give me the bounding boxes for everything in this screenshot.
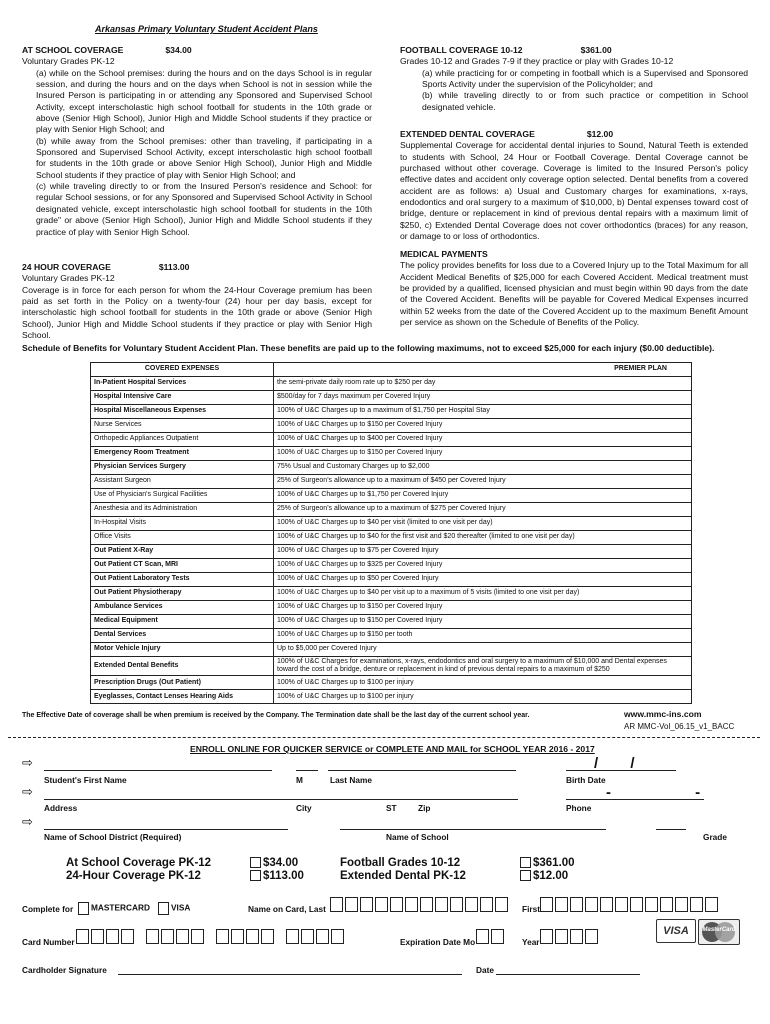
premier-plan-cell: 100% of U&C Charges up to $75 per Covered Injury [274, 545, 692, 559]
char-box[interactable] [345, 897, 358, 912]
phone-label: Phone [566, 803, 592, 813]
at-school-section [22, 45, 372, 238]
premier-plan-cell: 25% of Surgeon's allowance up to a maximum of $450 per Covered Injury [274, 475, 692, 489]
arrow-icon: ⇨ [22, 814, 33, 829]
24hour-checkbox[interactable]: $113.00 [250, 870, 304, 883]
char-box[interactable] [146, 929, 159, 944]
dental-section [400, 129, 748, 242]
card-number-boxes[interactable] [76, 929, 346, 944]
premier-plan-cell: 100% of U&C Charges up to $40 per visit (limited to one visit per day) [274, 517, 692, 531]
option-labels-left [66, 857, 211, 882]
table-row [91, 391, 692, 405]
covered-expense-cell: Office Visits [91, 531, 274, 545]
table-row [91, 531, 692, 545]
cut-line [8, 737, 760, 738]
char-box[interactable] [331, 929, 344, 944]
hour24-price: $113.00 [158, 262, 190, 272]
first-name-field[interactable] [44, 770, 272, 771]
char-box[interactable] [91, 929, 104, 944]
covered-expense-cell: Use of Physician's Surgical Facilities [91, 489, 274, 503]
char-box[interactable] [555, 897, 568, 912]
hour24-heading: 24 HOUR COVERAGE [22, 262, 111, 272]
char-box[interactable] [465, 897, 478, 912]
char-box[interactable] [316, 929, 329, 944]
table-row [91, 657, 692, 676]
char-box[interactable] [390, 897, 403, 912]
table-row [91, 377, 692, 391]
premier-plan-cell: 100% of U&C Charges for examinations, x-rays, endodontics and oral surgery to a maximum of $10,000 and Dental expenses toward the cost of a bridge, denture or replacement in kind of previous dental repairs to a maximum of $250 [274, 657, 692, 676]
table-row [91, 545, 692, 559]
grade-label: Grade [703, 832, 727, 842]
char-box[interactable] [675, 897, 688, 912]
char-box[interactable] [330, 897, 343, 912]
char-box[interactable] [420, 897, 433, 912]
table-row [91, 559, 692, 573]
football-b: (b) while traveling directly to or from such practice or competition in School designated vehicle. [422, 90, 748, 112]
premier-plan-cell: 100% of U&C Charges up to $400 per Covered Injury [274, 433, 692, 447]
covered-expense-cell: In-Hospital Visits [91, 517, 274, 531]
at-school-heading: AT SCHOOL COVERAGE [22, 45, 124, 55]
grade-field[interactable] [656, 829, 686, 830]
char-box[interactable] [660, 897, 673, 912]
year-label: Year [522, 937, 540, 947]
state-label: ST [386, 803, 397, 813]
premier-plan-cell: 100% of U&C Charges up to $50 per Covered Injury [274, 573, 692, 587]
char-box[interactable] [121, 929, 134, 944]
covered-expense-cell: Physician Services Surgery [91, 461, 274, 475]
last-name-boxes[interactable] [330, 897, 510, 912]
zip-label: Zip [418, 803, 431, 813]
premier-plan-cell: 100% of U&C Charges up to $150 per Covered Injury [274, 419, 692, 433]
char-box[interactable] [286, 929, 299, 944]
at-school-checkbox[interactable]: $34.00 [250, 857, 304, 870]
middle-label: M [296, 775, 303, 785]
covered-expense-cell: Prescription Drugs (Out Patient) [91, 676, 274, 690]
premier-plan-cell: 100% of U&C Charges up to $325 per Covered Injury [274, 559, 692, 573]
last-name-field[interactable] [328, 770, 516, 771]
visa-option[interactable]: VISA [158, 902, 190, 915]
covered-expense-cell: Motor Vehicle Injury [91, 643, 274, 657]
col-premier-plan: PREMIER PLAN [274, 363, 692, 377]
premier-plan-cell: 100% of U&C Charges up to $100 per injury [274, 690, 692, 704]
football-section [400, 45, 748, 113]
table-row [91, 587, 692, 601]
signature-label: Cardholder Signature [22, 965, 107, 975]
school-field[interactable] [340, 829, 606, 830]
dental-heading: EXTENDED DENTAL COVERAGE [400, 129, 535, 139]
char-box[interactable] [705, 897, 718, 912]
char-box[interactable] [161, 929, 174, 944]
at-school-b: (b) while away from the School premises: other than traveling, if participating in a Sponsored and Supervised School Activity, except interscholastic high school football for students in the 10th grade or above Senior High School), Junior High and Middle School students if they practice of play with Senior High School; and [36, 135, 372, 180]
at-school-grades: Voluntary Grades PK-12 [22, 56, 115, 67]
mastercard-logo: MasterCard [698, 919, 740, 945]
arrow-icon: ⇨ [22, 784, 33, 799]
covered-expense-cell: In-Patient Hospital Services [91, 377, 274, 391]
card-number-label: Card Number [22, 937, 75, 947]
table-row [91, 433, 692, 447]
covered-expense-cell: Hospital Miscellaneous Expenses [91, 405, 274, 419]
premier-plan-cell: 75% Usual and Customary Charges up to $2,000 [274, 461, 692, 475]
at-school-a: (a) while on the School premises: during the hours and on the days School is in regular session, and during the hours and on the days when School is not in session while the Insured Person is participating in or attending any Sponsored and Supervised School Activity, except interscholastic high school football for students in the 10th grade or above (Senior High School), Junior High and Middle School students if they practice or play with Senior High School; and [36, 67, 372, 135]
first-name-label: Student's First Name [44, 775, 127, 785]
premier-plan-cell: Up to $5,000 per Covered Injury [274, 643, 692, 657]
char-box[interactable] [450, 897, 463, 912]
premier-plan-cell: 100% of U&C Charges up to $40 for the first visit and $20 thereafter (limited to one visit per day) [274, 531, 692, 545]
schedule-title: Schedule of Benefits for Voluntary Student Accident Plan. These benefits are paid up to the following maximums, not to exceed $25,000 for each injury ($0.00 deductible). [22, 343, 715, 353]
covered-expense-cell: Extended Dental Benefits [91, 657, 274, 676]
medical-heading: MEDICAL PAYMENTS [400, 249, 488, 259]
char-box[interactable] [540, 929, 553, 944]
covered-expense-cell: Hospital Intensive Care [91, 391, 274, 405]
char-box[interactable] [106, 929, 119, 944]
option-at-school: At School Coverage PK-12 [66, 857, 212, 869]
address-label: Address [44, 803, 78, 813]
date-label: Date [476, 965, 494, 975]
enroll-title: ENROLL ONLINE FOR QUICKER SERVICE or COMPLETE AND MAIL for SCHOOL YEAR 2016 - 2017 [190, 744, 595, 754]
char-box[interactable] [585, 929, 598, 944]
website-link[interactable]: www.mmc-ins.com [624, 709, 702, 719]
first-name-boxes[interactable] [540, 897, 720, 912]
birth-date-field[interactable] [566, 770, 676, 771]
char-box[interactable] [216, 929, 229, 944]
premier-plan-cell: $500/day for 7 days maximum per Covered Injury [274, 391, 692, 405]
table-row [91, 601, 692, 615]
covered-expense-cell: Anesthesia and its Administration [91, 503, 274, 517]
address-field[interactable] [44, 799, 518, 800]
char-box[interactable] [615, 897, 628, 912]
premier-plan-cell: 100% of U&C Charges up to $100 per injury [274, 676, 692, 690]
premier-plan-cell: 100% of U&C Charges up to $150 per Covered Injury [274, 615, 692, 629]
table-row [91, 676, 692, 690]
school-label: Name of School [386, 832, 449, 842]
table-row [91, 503, 692, 517]
char-box[interactable] [191, 929, 204, 944]
premier-plan-cell: 100% of U&C Charges up to a maximum of $1,750 per Hospital Stay [274, 405, 692, 419]
phone-field[interactable] [566, 799, 704, 800]
table-row [91, 690, 692, 704]
covered-expense-cell: Dental Services [91, 629, 274, 643]
char-box[interactable] [405, 897, 418, 912]
district-label: Name of School District (Required) [44, 832, 182, 842]
first-name-on-card-label: First [522, 904, 540, 914]
char-box[interactable] [231, 929, 244, 944]
phone-separators: - - [606, 784, 741, 801]
mastercard-option[interactable]: MASTERCARD [78, 902, 150, 915]
option-football: Football Grades 10-12 [340, 857, 461, 869]
char-box[interactable] [176, 929, 189, 944]
table-row [91, 573, 692, 587]
dental-price: $12.00 [586, 129, 614, 139]
premier-plan-cell: 100% of U&C Charges up to $40 per visit up to a maximum of 5 visits (limited to one visit per day) [274, 587, 692, 601]
last-name-label: Last Name [330, 775, 372, 785]
premier-plan-cell: 25% of Surgeon's allowance up to a maximum of $275 per Covered Injury [274, 503, 692, 517]
table-row [91, 615, 692, 629]
covered-expense-cell: Emergency Room Treatment [91, 447, 274, 461]
table-row [91, 629, 692, 643]
char-box[interactable] [480, 897, 493, 912]
char-box[interactable] [540, 897, 553, 912]
medical-text: The policy provides benefits for loss due to a Covered Injury up to the Total Maximum for all Accident Medical Benefits of $25,000 for each Covered Accident. Medical treatment must be provided by a qualified, licensed physician and must begin within 90 days from the date of the Covered Accident. Benefits will be payable for Covered Medical Expenses incurred within 52 weeks from the date of the Covered Accident up to the maximum Benefit Amount per service as shown on the Schedule of Benefits of the Policy. [400, 260, 748, 328]
char-box[interactable] [261, 929, 274, 944]
premier-plan-cell: 100% of U&C Charges up to $150 per Covered Injury [274, 447, 692, 461]
table-row [91, 461, 692, 475]
char-box[interactable] [246, 929, 259, 944]
char-box[interactable] [585, 897, 598, 912]
covered-expense-cell: Assistant Surgeon [91, 475, 274, 489]
covered-expense-cell: Orthopedic Appliances Outpatient [91, 433, 274, 447]
char-box[interactable] [645, 897, 658, 912]
benefits-table [90, 362, 692, 704]
char-box[interactable] [600, 897, 613, 912]
signature-field[interactable] [118, 974, 462, 975]
char-box[interactable] [495, 897, 508, 912]
expiration-label: Expiration Date Mo [400, 937, 476, 947]
document-title: Arkansas Primary Voluntary Student Accident Plans [95, 24, 318, 34]
table-row [91, 517, 692, 531]
covered-expense-cell: Out Patient CT Scan, MRI [91, 559, 274, 573]
hour24-grades: Voluntary Grades PK-12 [22, 273, 115, 284]
premier-plan-cell: 100% of U&C Charges up to $150 per Covered Injury [274, 601, 692, 615]
option-24hour: 24-Hour Coverage PK-12 [66, 869, 201, 882]
char-box[interactable] [435, 897, 448, 912]
covered-expense-cell: Eyeglasses, Contact Lenses Hearing Aids [91, 690, 274, 704]
option-dental: Extended Dental PK-12 [340, 869, 466, 882]
table-row [91, 643, 692, 657]
form-code: AR MMC-Vol_06.15_v1_BACC [624, 722, 735, 731]
option-prices-right [520, 857, 575, 882]
table-row [91, 447, 692, 461]
district-field[interactable] [44, 829, 288, 830]
football-checkbox[interactable]: $361.00 [520, 857, 575, 870]
hour24-section [22, 262, 372, 341]
birth-date-label: Birth Date [566, 775, 606, 785]
covered-expense-cell: Medical Equipment [91, 615, 274, 629]
table-row [91, 489, 692, 503]
col-covered-expenses: COVERED EXPENSES [91, 363, 274, 377]
covered-expense-cell: Ambulance Services [91, 601, 274, 615]
option-labels-right [340, 857, 466, 882]
char-box[interactable] [491, 929, 504, 944]
football-price: $361.00 [580, 45, 612, 55]
complete-for-label: Complete for [22, 904, 74, 914]
arrow-icon: ⇨ [22, 755, 33, 770]
char-box[interactable] [375, 897, 388, 912]
char-box[interactable] [76, 929, 89, 944]
visa-logo: VISA [656, 919, 696, 943]
covered-expense-cell: Out Patient X-Ray [91, 545, 274, 559]
table-row [91, 405, 692, 419]
hour24-text: Coverage is in force for each person for whom the 24-Hour Coverage premium has been paid as set forth in the Policy on a twenty-four (24) hour per day basis, except for interscholastic high school football for students in the 10th grade or above (Senior High School), Junior High and Middle School students if they practice or play with Senior High School. [22, 284, 372, 341]
covered-expense-cell: Out Patient Laboratory Tests [91, 573, 274, 587]
covered-expense-cell: Out Patient Physiotherapy [91, 587, 274, 601]
date-field[interactable] [496, 974, 640, 975]
football-a: (a) while practicing for or competing in football which is a Supervised and Sponsored Sports Activity under the supervision of the Policyholder; and [422, 67, 748, 90]
char-box[interactable] [630, 897, 643, 912]
char-box[interactable] [570, 897, 583, 912]
table-row [91, 475, 692, 489]
dental-checkbox[interactable]: $12.00 [520, 870, 575, 883]
char-box[interactable] [301, 929, 314, 944]
medical-section [400, 249, 748, 328]
premier-plan-cell: the semi-private daily room rate up to $250 per day [274, 377, 692, 391]
birth-date-separators: / / [594, 755, 649, 772]
char-box[interactable] [360, 897, 373, 912]
char-box[interactable] [476, 929, 489, 944]
premier-plan-cell: 100% of U&C Charges up to $150 per tooth [274, 629, 692, 643]
char-box[interactable] [690, 897, 703, 912]
football-grades: Grades 10-12 and Grades 7-9 if they practice or play with Grades 10-12 [400, 56, 674, 67]
effective-note: The Effective Date of coverage shall be when premium is received by the Company. The Termination date shall be the last day of the current school year. [22, 712, 530, 719]
char-box[interactable] [555, 929, 568, 944]
dental-text: Supplemental Coverage for accidental dental injuries to Sound, Natural Teeth is extended to students with School, 24 Hour or Football Coverage. Dental Coverage cannot be purchased without other coverage. Coverage is limited to the Insured Person's policy effective dates and accident only coverage option selected. Dental benefits from a covered accident are as follows: a) Usual and Customary charges for examinations, x-rays, endodontics and oral surgery to a maximum of $10,000, b) Dental expenses toward cost of bridge, denture or replacement in kind of previous dental repairs with a maximum limit of $250, c) Extended Dental Coverage does not cover orthodontics (braces) for any reason, or damage to or loss of orthodontics. [400, 140, 748, 242]
middle-initial-field[interactable] [296, 770, 318, 771]
name-on-card-label: Name on Card, Last [248, 904, 326, 914]
at-school-price: $34.00 [165, 45, 192, 55]
football-heading: FOOTBALL COVERAGE 10-12 [400, 45, 523, 55]
at-school-c: (c) while traveling directly to or from the Insured Person's residence and School: for regular School sessions, or for any Sponsored and Supervised School Activity in School designated vehicle, except interscholastic high school football for students in the 10th grade" or above (Senior High School), Junior High and Middle School students if they practice of play with Senior High School. [36, 181, 372, 237]
exp-year-boxes[interactable] [540, 929, 600, 944]
exp-month-boxes[interactable] [476, 929, 506, 944]
covered-expense-cell: Nurse Services [91, 419, 274, 433]
city-label: City [296, 803, 312, 813]
option-prices-left [250, 857, 304, 882]
table-row [91, 419, 692, 433]
premier-plan-cell: 100% of U&C Charges up to $1,750 per Covered Injury [274, 489, 692, 503]
char-box[interactable] [570, 929, 583, 944]
